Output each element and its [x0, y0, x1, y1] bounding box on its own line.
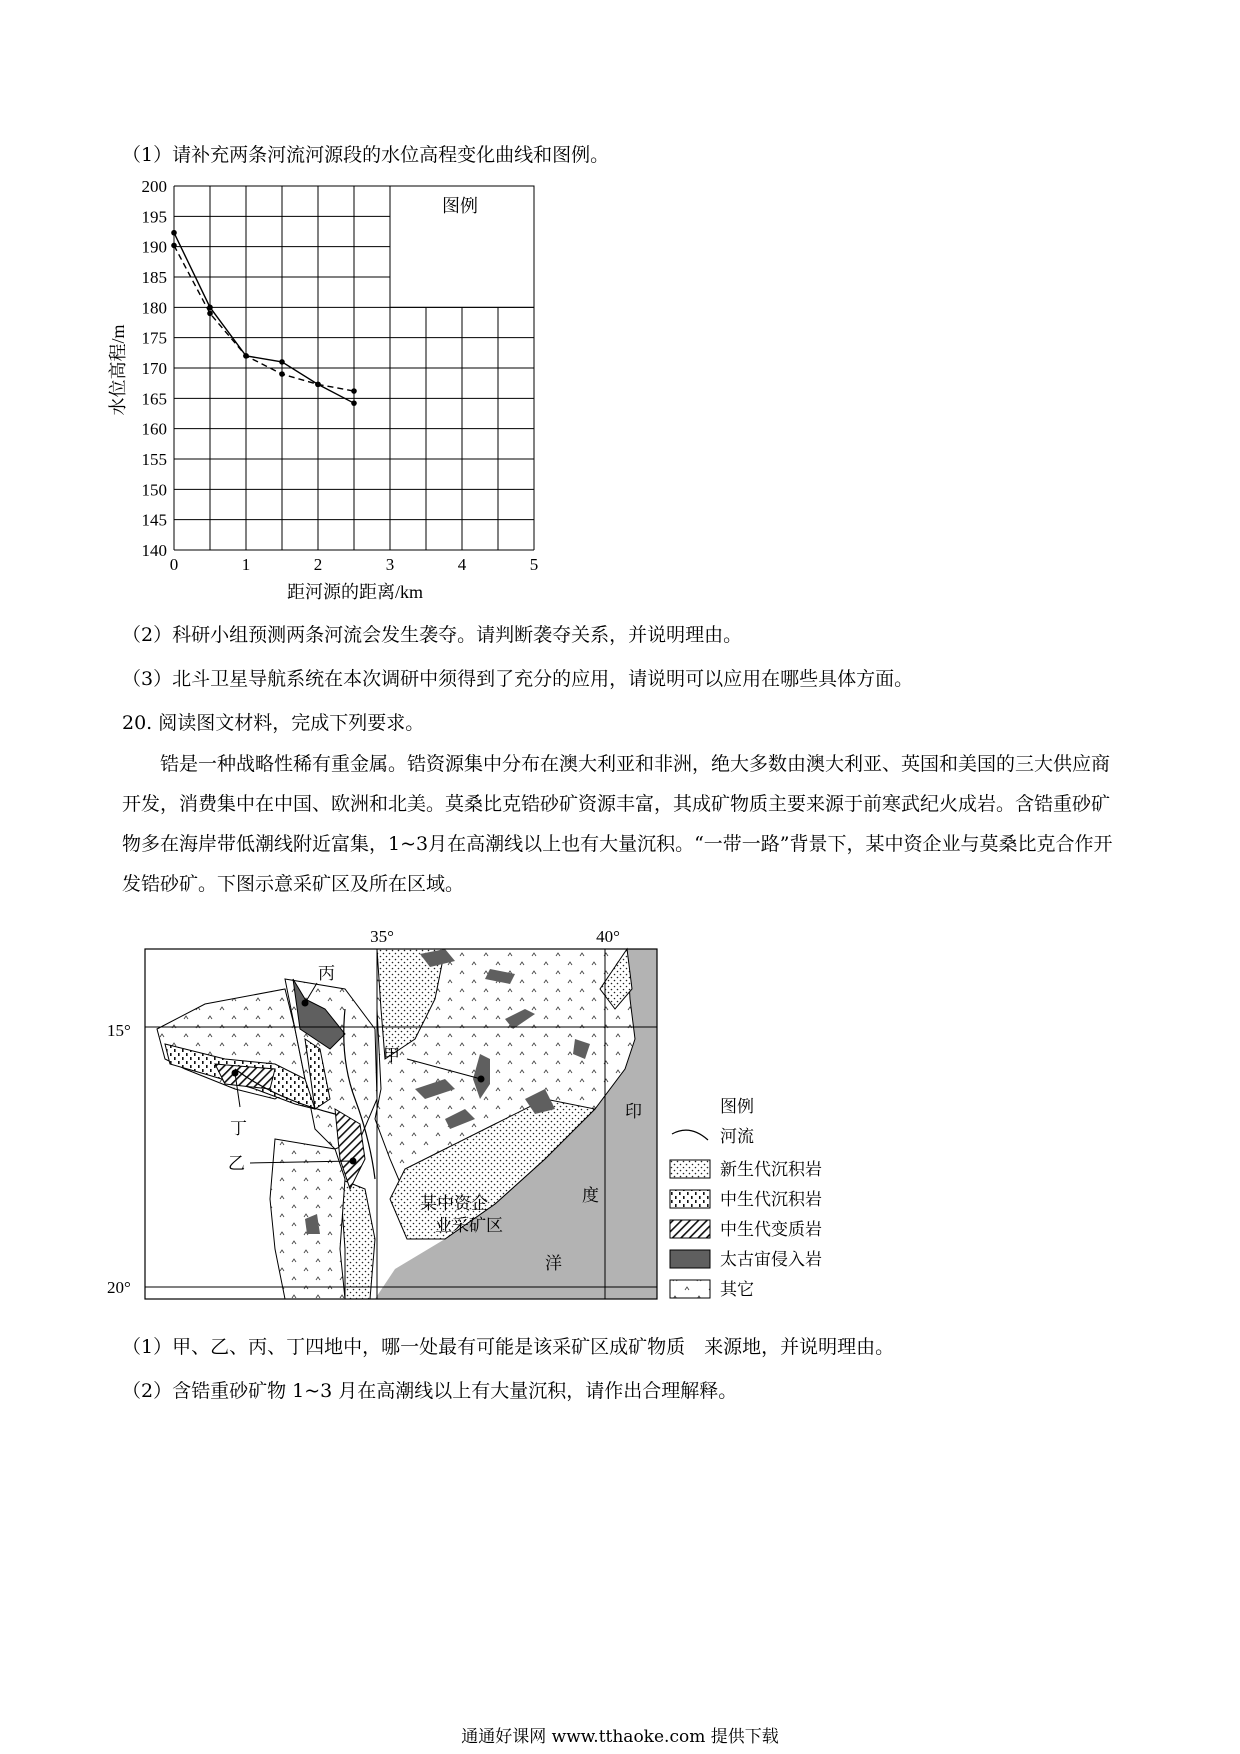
q20-paragraph-text: 锆是一种战略性稀有重金属。锆资源集中分布在澳大利亚和非洲，绝大多数由澳大利亚、英国和美国的三大供应商开发，消费集中在中国、欧洲和北美。莫桑比克锆砂矿资源丰富，其成矿物质主要来源于前寒武纪火成岩。含锆重砂矿物多在海岸带低潮线附近富集，1~3月在高潮线以上也有大量沉积。“一带一路”背景下，某中资企业与莫桑比克合作开发锆砂矿。下图示意采矿区及所在区域。	[122, 753, 1113, 895]
q19-sub2: （2）科研小组预测两条河流会发生袭夺。请判断袭夺关系，并说明理由。	[122, 624, 743, 646]
q19-sub1: （1）请补充两条河流河源段的水位高程变化曲线和图例。	[122, 144, 610, 166]
q20-sub2: （2）含锆重砂矿物 1~3 月在高潮线以上有大量沉积，请作出合理解释。	[122, 1380, 738, 1402]
y-tick-label: 155	[141, 450, 167, 469]
y-tick-label: 170	[141, 359, 167, 378]
q20-sub1: （1）甲、乙、丙、丁四地中，哪一处最有可能是该采矿区成矿物质 来源地，并说明理由。	[122, 1336, 895, 1358]
map-lon-40: 40°	[596, 927, 620, 946]
q20-heading: 20. 阅读图文材料，完成下列要求。	[122, 712, 425, 734]
x-tick-label: 1	[241, 555, 251, 574]
series-line-dashed	[174, 245, 354, 391]
series-point-dashed	[279, 371, 285, 377]
y-tick-label: 200	[141, 177, 167, 196]
label-yi: 乙	[228, 1154, 245, 1173]
y-tick-label: 190	[141, 237, 167, 257]
series-point-dashed	[315, 382, 321, 388]
legend-meso-sed: 中生代沉积岩	[720, 1190, 822, 1209]
label-ocean-2: 度	[582, 1186, 599, 1205]
legend-archean: 太古宙侵入岩	[720, 1250, 822, 1269]
legend-river-symbol	[672, 1130, 708, 1140]
label-mining-area-1: 某中资企	[420, 1194, 488, 1213]
page-footer: 通通好课网 www.tthaoke.com 提供下载	[461, 1727, 779, 1747]
y-tick-label: 165	[141, 389, 167, 409]
label-mining-area-2: 业采矿区	[435, 1216, 503, 1235]
water-level-chart	[100, 172, 620, 612]
y-tick-label: 175	[141, 328, 167, 348]
y-tick-label: 195	[141, 207, 167, 227]
legend-meso-sed-swatch	[670, 1190, 710, 1208]
series-line-solid	[174, 233, 354, 403]
map-legend	[670, 1097, 822, 1299]
chart-ticks	[142, 177, 539, 574]
map-lat-20: 20°	[107, 1278, 131, 1297]
series-point-solid	[171, 230, 177, 236]
legend-archean-swatch	[670, 1250, 710, 1268]
legend-other: 其它	[720, 1280, 754, 1299]
legend-river: 河流	[720, 1127, 754, 1146]
legend-meso-meta-swatch	[670, 1220, 710, 1238]
y-tick-label: 160	[141, 419, 167, 439]
y-tick-label: 145	[141, 510, 167, 530]
legend-meso-meta: 中生代变质岩	[720, 1220, 822, 1239]
q20-paragraph	[122, 744, 1122, 904]
series-point-solid	[351, 400, 357, 406]
label-ocean-1: 印	[625, 1102, 642, 1121]
legend-cenozoic: 新生代沉积岩	[720, 1160, 822, 1179]
series-point-dashed	[171, 243, 177, 249]
series-point-dashed	[243, 353, 249, 359]
map-lat-15: 15°	[107, 1021, 131, 1040]
label-bing: 丙	[318, 964, 335, 983]
series-point-solid	[279, 359, 285, 365]
geology-map	[100, 922, 940, 1314]
chart-series	[171, 230, 357, 406]
x-tick-label: 4	[457, 555, 467, 574]
chart-legend-title: 图例	[442, 196, 478, 216]
q19-sub3: （3）北斗卫星导航系统在本次调研中须得到了充分的应用，请说明可以应用在哪些具体方面。	[122, 668, 914, 690]
y-tick-label: 150	[141, 480, 167, 500]
x-tick-label: 3	[385, 555, 395, 574]
legend-cenozoic-swatch	[670, 1160, 710, 1178]
chart-x-label: 距河源的距离/km	[286, 582, 424, 602]
label-jia: 甲	[383, 1046, 400, 1065]
y-tick-label: 140	[141, 541, 167, 560]
y-tick-label: 185	[141, 268, 167, 287]
chart-grid	[174, 186, 534, 550]
label-ding: 丁	[230, 1119, 247, 1138]
chart-y-label: 水位高程/m	[108, 324, 128, 416]
x-tick-label: 0	[169, 555, 179, 574]
series-point-dashed	[207, 311, 213, 317]
map-legend-title: 图例	[720, 1097, 754, 1116]
label-ocean-3: 洋	[545, 1254, 562, 1273]
x-tick-label: 2	[313, 555, 323, 574]
y-tick-label: 180	[141, 298, 167, 318]
series-point-dashed	[351, 388, 357, 394]
x-tick-label: 5	[529, 555, 539, 574]
legend-other-swatch	[670, 1280, 710, 1298]
map-lon-35: 35°	[370, 927, 394, 946]
